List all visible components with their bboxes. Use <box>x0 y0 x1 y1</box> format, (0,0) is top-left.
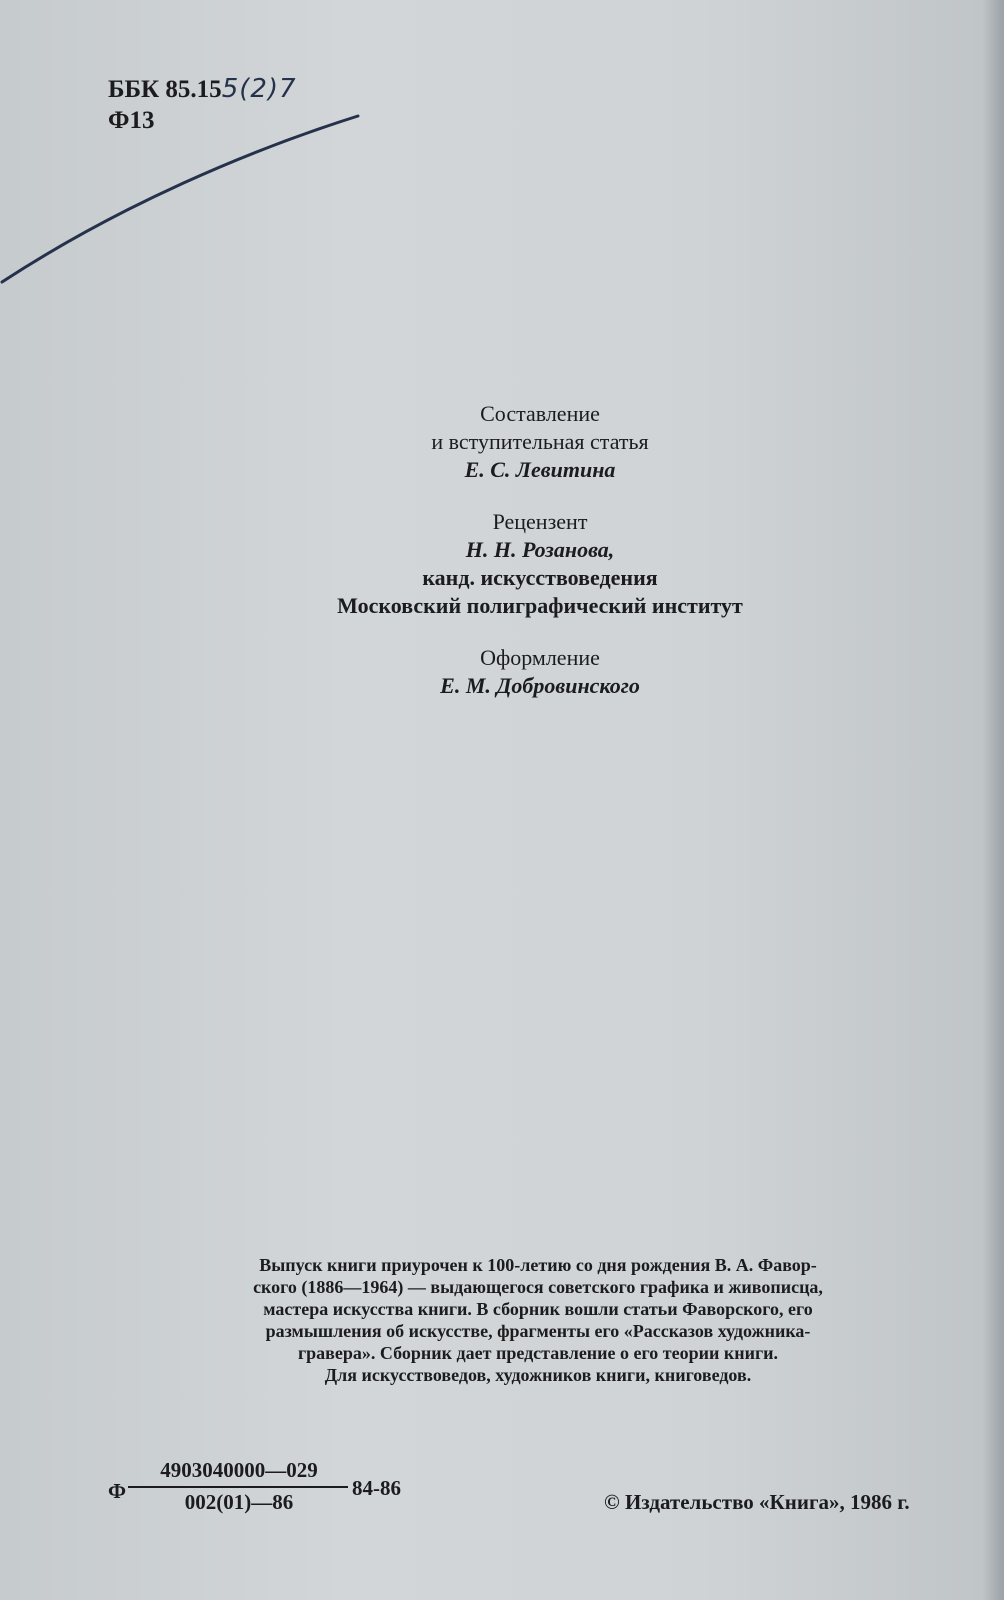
author-code: Ф13 <box>108 107 155 134</box>
publication-code-denominator: 002(01)—86 <box>184 1490 294 1514</box>
reviewer-institution: Московский полиграфический институт <box>337 593 743 618</box>
reviewer-label: Рецензент <box>492 509 588 534</box>
reviewer-name: Н. Н. Розанова, <box>465 537 615 562</box>
publication-code <box>108 1458 408 1528</box>
compiler-name: Е. С. Левитина <box>464 457 616 482</box>
annotation-line: Выпуск книги приурочен к 100-летию со дня рождения В. А. Фавор- <box>259 1255 817 1275</box>
fraction-rule <box>128 1486 348 1488</box>
annotation-line: Для искусствоведов, художников книги, книговедов. <box>324 1365 752 1385</box>
design-credit <box>200 644 880 700</box>
bbk-handwritten-note: 5(2)7 <box>221 74 297 104</box>
reviewer-credit <box>200 508 880 620</box>
designer-name: Е. М. Добровинского <box>440 673 640 698</box>
bbk-code: ББК 85.15 <box>108 76 222 103</box>
publication-code-numerator: 4903040000—029 <box>160 1458 318 1482</box>
page-edge-shadow <box>982 0 1004 1600</box>
annotation-line: размышления об искусстве, фрагменты его «Рассказов художника- <box>265 1321 811 1341</box>
annotation-line: мастера искусства книги. В сборник вошли статьи Фаворского, его <box>263 1299 813 1319</box>
compilation-label-line1: Составление <box>480 401 600 426</box>
book-annotation <box>168 1254 908 1386</box>
publication-code-letter: Ф <box>108 1479 127 1503</box>
annotation-line: гравера». Сборник дает представление о его теории книги. <box>298 1343 778 1363</box>
compilation-label-line2: и вступительная статья <box>431 429 649 454</box>
pen-stroke-mark <box>0 110 370 300</box>
publication-code-suffix: 84-86 <box>352 1476 401 1500</box>
credits-section <box>200 400 880 724</box>
annotation-line: ского (1886—1964) — выдающегося советского графика и живописца, <box>253 1277 823 1297</box>
bbk-line <box>108 74 297 105</box>
reviewer-degree: канд. искусствоведения <box>422 565 658 590</box>
compilation-credit <box>200 400 880 484</box>
copyright-notice: © Издательство «Книга», 1986 г. <box>604 1490 910 1514</box>
design-label: Оформление <box>480 645 600 670</box>
